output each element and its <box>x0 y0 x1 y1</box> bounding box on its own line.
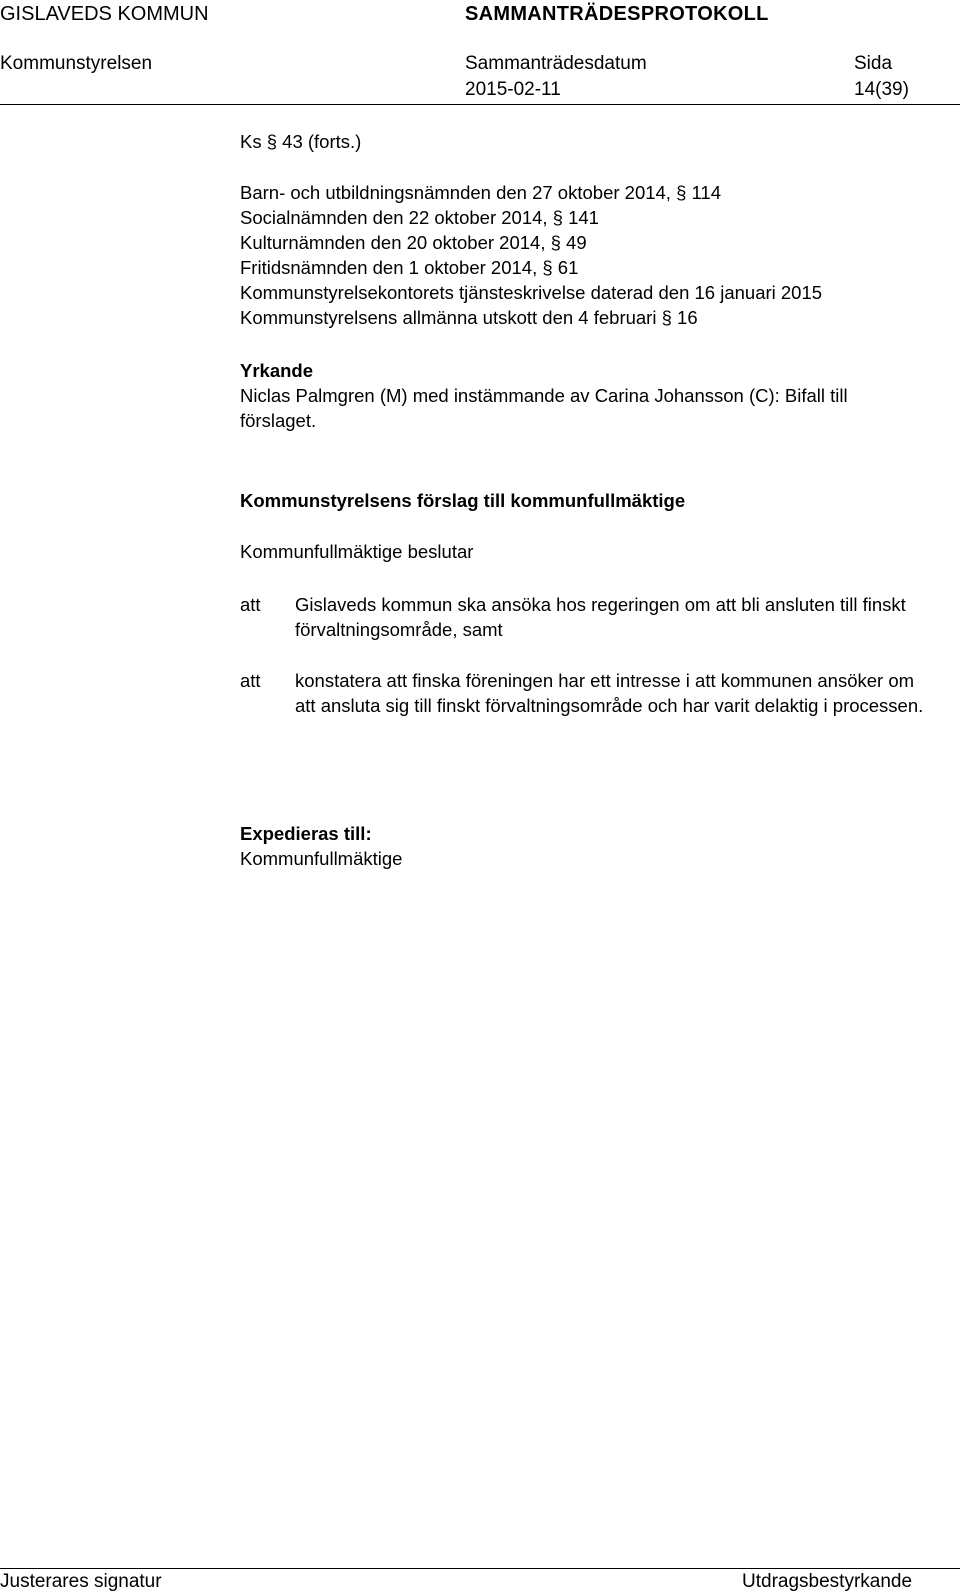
extract-certification-label: Utdragsbestyrkande <box>742 1571 913 1592</box>
reference-item: Kommunstyrelsekontorets tjänsteskrivelse daterad den 16 januari 2015 <box>240 282 823 303</box>
municipality-name: GISLAVEDS KOMMUN <box>0 3 209 25</box>
meeting-date: 2015-02-11 <box>465 79 561 100</box>
page-label: Sida <box>854 53 893 74</box>
decision-text: konstatera att finska föreningen har ett intresse i att kommunen ansöker om att ansluta sig till finskt förvaltningsområde och har varit delaktig i processen. <box>295 670 924 716</box>
yrkande-heading: Yrkande <box>240 360 314 381</box>
proposal-intro: Kommunfullmäktige beslutar <box>240 541 474 562</box>
decision-label: att <box>240 670 261 691</box>
reference-item: Barn- och utbildningsnämnden den 27 oktober 2014, § 114 <box>240 182 722 203</box>
distribution-recipient: Kommunfullmäktige <box>240 848 403 869</box>
document-type: SAMMANTRÄDESPROTOKOLL <box>465 3 769 25</box>
reference-item: Kulturnämnden den 20 oktober 2014, § 49 <box>240 232 587 253</box>
distribution-heading: Expedieras till: <box>240 823 372 844</box>
reference-item: Kommunstyrelsens allmänna utskott den 4 februari § 16 <box>240 307 698 328</box>
footer-divider <box>0 1568 960 1569</box>
adjuster-signature-label: Justerares signatur <box>0 1571 162 1592</box>
header-divider <box>0 104 960 105</box>
reference-item: Fritidsnämnden den 1 oktober 2014, § 61 <box>240 257 579 278</box>
committee-name: Kommunstyrelsen <box>0 53 153 74</box>
proposal-heading: Kommunstyrelsens förslag till kommunfullmäktige <box>240 490 686 511</box>
decision-text: Gislaveds kommun ska ansöka hos regeringen om att bli ansluten till finskt förvaltningsområde, samt <box>295 594 906 640</box>
page-number: 14(39) <box>854 79 909 100</box>
date-label: Sammanträdesdatum <box>465 53 647 74</box>
reference-list <box>240 180 920 330</box>
section-reference: Ks § 43 (forts.) <box>240 131 362 152</box>
reference-item: Socialnämnden den 22 oktober 2014, § 141 <box>240 207 599 228</box>
yrkande-text: Niclas Palmgren (M) med instämmande av Carina Johansson (C): Bifall till förslaget. <box>240 385 848 431</box>
decision-label: att <box>240 594 261 615</box>
